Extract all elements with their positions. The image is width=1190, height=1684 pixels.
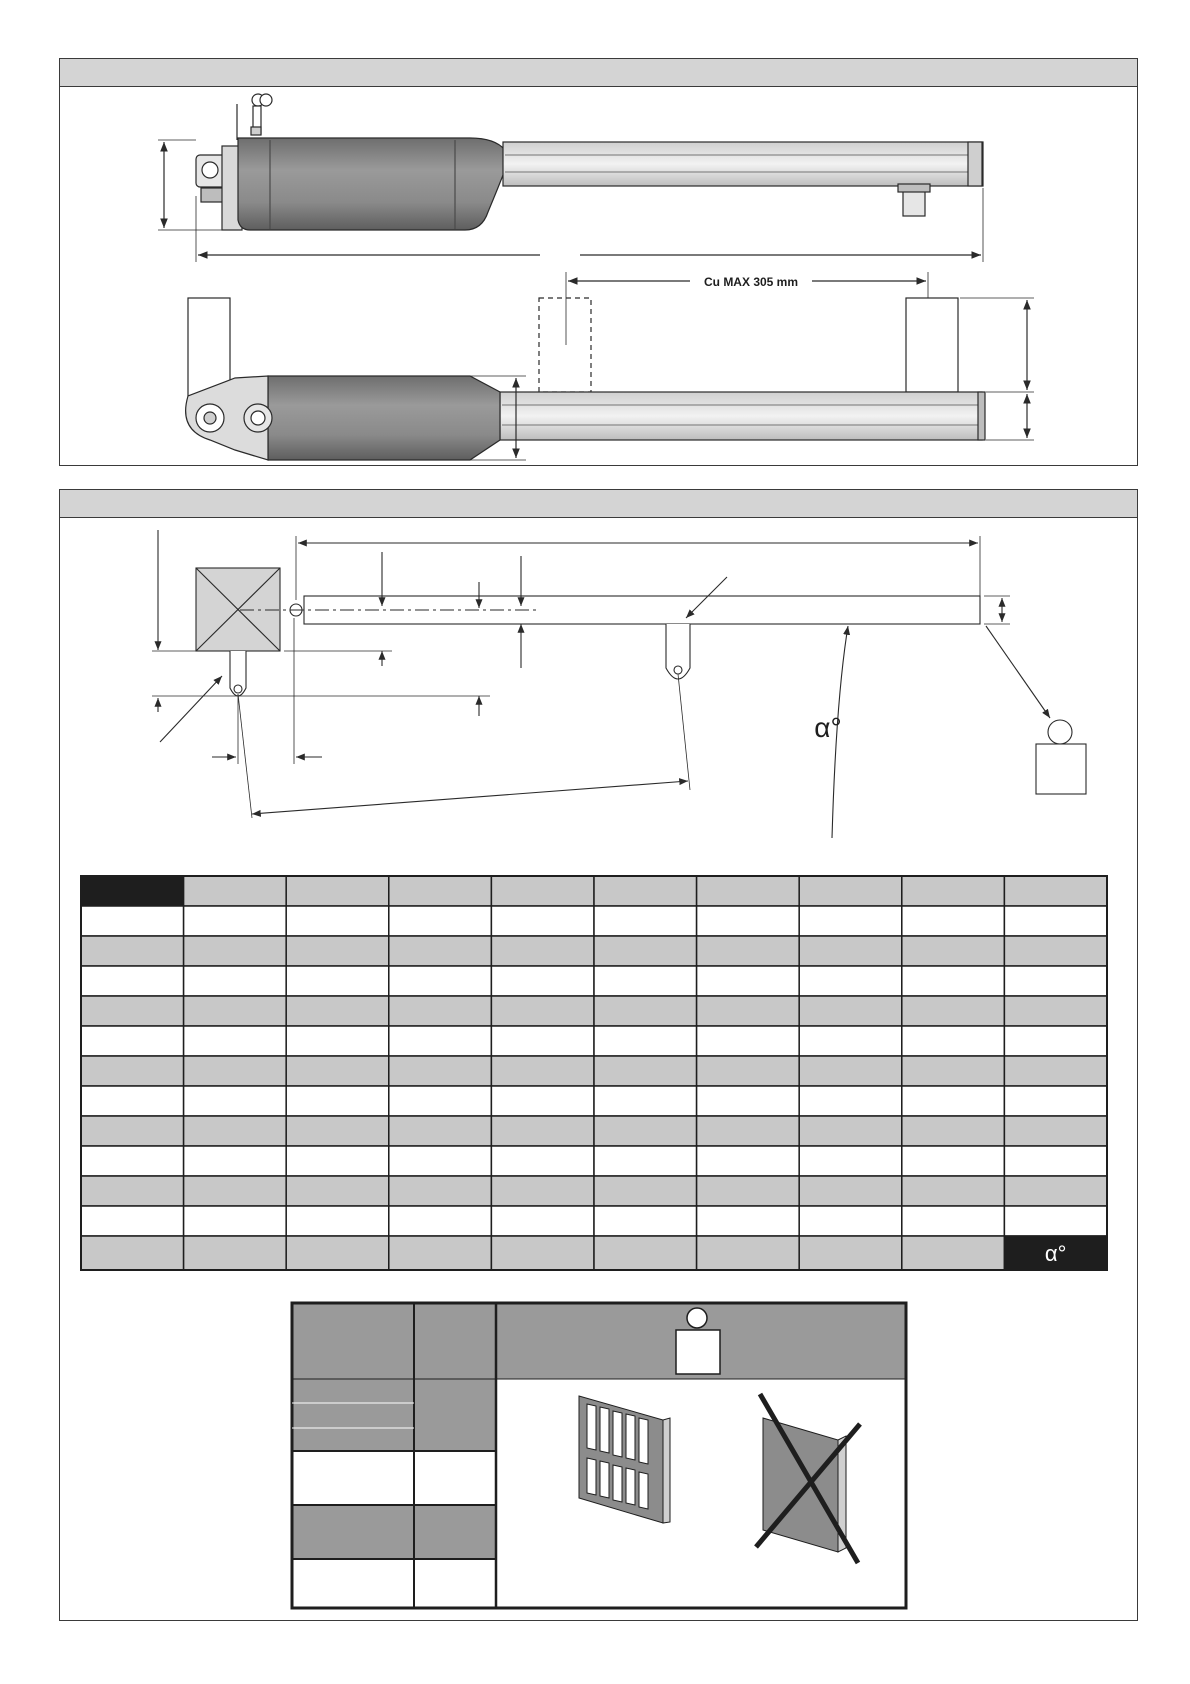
drive-arm-rail: [503, 142, 983, 186]
table-cell: [184, 1236, 287, 1270]
table-cell: [697, 1206, 800, 1236]
top-view-front-bracket: [188, 298, 230, 396]
table-cell: [799, 906, 902, 936]
table-cell: [697, 966, 800, 996]
actuator-side-view: [158, 94, 983, 262]
table-cell: [286, 1086, 389, 1116]
table-cell: [389, 906, 492, 936]
table-cell: [286, 1026, 389, 1056]
table-cell: [697, 876, 800, 906]
table-cell: [81, 1056, 184, 1086]
table-cell: [1004, 1086, 1107, 1116]
table-cell: [184, 1176, 287, 1206]
table-cell: [902, 966, 1005, 996]
table-cell: [799, 1116, 902, 1146]
table-cell: [902, 906, 1005, 936]
table-cell: [389, 936, 492, 966]
table-cell: [491, 1206, 594, 1236]
table-cell: [389, 1176, 492, 1206]
top-view-rail: [500, 392, 982, 440]
table-cell: [594, 936, 697, 966]
table-cell: [799, 1056, 902, 1086]
table-cell: [799, 966, 902, 996]
table-cell: [389, 1116, 492, 1146]
table-cell: [491, 1086, 594, 1116]
table-cell: [697, 906, 800, 936]
table-cell: [902, 1026, 1005, 1056]
table-cell: [902, 1236, 1005, 1270]
table-cell: [799, 1086, 902, 1116]
table-cell: [81, 1116, 184, 1146]
table-cell: [184, 966, 287, 996]
table-cell: [81, 876, 184, 906]
table-cell: [799, 936, 902, 966]
table-cell: [902, 876, 1005, 906]
table-cell: [799, 1236, 902, 1270]
table-cell: [594, 1116, 697, 1146]
table-cell: [184, 906, 287, 936]
table-cell: [81, 1026, 184, 1056]
table-cell: [389, 1086, 492, 1116]
table-cell: [902, 1176, 1005, 1206]
table-cell: [697, 1116, 800, 1146]
table-cell: [286, 906, 389, 936]
retracted-bracket-outline: [539, 298, 591, 392]
table-cell: [697, 1026, 800, 1056]
table-cell: [184, 1206, 287, 1236]
table-cell: [594, 1026, 697, 1056]
table-cell: [594, 966, 697, 996]
table-cell: [902, 996, 1005, 1026]
table-cell: [1004, 1176, 1107, 1206]
table-cell: [491, 1146, 594, 1176]
table-cell: [594, 1206, 697, 1236]
table-cell: [902, 1146, 1005, 1176]
table-cell: [389, 876, 492, 906]
table-cell: [1004, 1206, 1107, 1236]
table-cell: [1004, 1146, 1107, 1176]
table-cell: [491, 996, 594, 1026]
table-cell: [594, 996, 697, 1026]
release-key-icon: [237, 94, 272, 140]
table-cell: [594, 876, 697, 906]
table-cell: [697, 996, 800, 1026]
table-cell: [697, 1056, 800, 1086]
table-cell: [184, 1056, 287, 1086]
table-cell: [184, 876, 287, 906]
top-view-motor: [268, 376, 500, 460]
table-cell: [697, 1086, 800, 1116]
table-cell: [799, 1176, 902, 1206]
table-cell: [184, 1146, 287, 1176]
installation-dimensions-table: [81, 876, 1107, 1270]
stroke-max-label: Cu MAX 305 mm: [703, 275, 799, 289]
table-cell: [184, 1116, 287, 1146]
table-cell: [1004, 1026, 1107, 1056]
table-cell: [1004, 996, 1107, 1026]
table-cell: [286, 1056, 389, 1086]
table-cell: [799, 1146, 902, 1176]
table-cell: [389, 966, 492, 996]
table-cell: [594, 1056, 697, 1086]
table-cell: [1004, 1056, 1107, 1086]
table-cell: [389, 1206, 492, 1236]
table-cell: [1004, 876, 1107, 906]
extended-bracket: [906, 298, 958, 392]
table-cell: [902, 936, 1005, 966]
table-cell: [491, 1236, 594, 1270]
table-cell: [902, 1206, 1005, 1236]
table-cell: [697, 1236, 800, 1270]
table-cell: [81, 1206, 184, 1236]
table-cell: [286, 1176, 389, 1206]
table-cell: [697, 1146, 800, 1176]
table-cell: [81, 1146, 184, 1176]
table-cell: [184, 1086, 287, 1116]
table-cell: [1004, 906, 1107, 936]
table-cell: [799, 1206, 902, 1236]
table-cell: [184, 996, 287, 1026]
table-cell: [81, 966, 184, 996]
table-cell: [491, 966, 594, 996]
table-cell: [491, 936, 594, 966]
table-cell: [491, 906, 594, 936]
table-cell: [389, 1056, 492, 1086]
table-cell: [491, 1176, 594, 1206]
table-cell: [81, 996, 184, 1026]
gate-leaf: [304, 596, 980, 624]
table-cell: [697, 936, 800, 966]
front-mount-bracket: [196, 146, 242, 230]
gate-weight-table: [292, 1303, 906, 1608]
table-cell: [389, 996, 492, 1026]
table-cell: [594, 1236, 697, 1270]
table-cell: [491, 876, 594, 906]
table-cell: [902, 1086, 1005, 1116]
table-cell: [1004, 1116, 1107, 1146]
table-cell: [184, 936, 287, 966]
opening-angle-label: α°: [814, 712, 842, 743]
weight-icon: [1036, 720, 1086, 794]
table-cell: [799, 996, 902, 1026]
table-cell: [81, 906, 184, 936]
table-cell: [286, 1206, 389, 1236]
table-cell: [286, 966, 389, 996]
table-cell: [697, 1176, 800, 1206]
table-cell: [81, 1236, 184, 1270]
table-cell: [902, 1056, 1005, 1086]
table-cell: [1004, 966, 1107, 996]
table-cell: [799, 1026, 902, 1056]
table-cell: [594, 1176, 697, 1206]
table-cell: [902, 1116, 1005, 1146]
table-cell: [1004, 936, 1107, 966]
table-cell: [491, 1056, 594, 1086]
table-angle-header: α°: [1044, 1241, 1067, 1266]
table-cell: [286, 1116, 389, 1146]
table-cell: [594, 1086, 697, 1116]
table-cell: [184, 1026, 287, 1056]
table-cell: [286, 1146, 389, 1176]
actuator-top-view: [186, 272, 1034, 460]
installation-geometry-diagram: [152, 530, 1086, 838]
table-cell: [286, 936, 389, 966]
table-cell: [491, 1116, 594, 1146]
table-cell: [799, 876, 902, 906]
table-cell: [286, 996, 389, 1026]
table-cell: [389, 1146, 492, 1176]
table-cell: [594, 1146, 697, 1176]
motor-housing: [238, 138, 505, 230]
table-cell: [286, 876, 389, 906]
table-cell: [491, 1026, 594, 1056]
table-cell: [81, 936, 184, 966]
table-cell: [286, 1236, 389, 1270]
table-cell: [81, 1086, 184, 1116]
table-cell: [594, 906, 697, 936]
table-cell: [81, 1176, 184, 1206]
table-cell: [389, 1026, 492, 1056]
table-cell: [389, 1236, 492, 1270]
